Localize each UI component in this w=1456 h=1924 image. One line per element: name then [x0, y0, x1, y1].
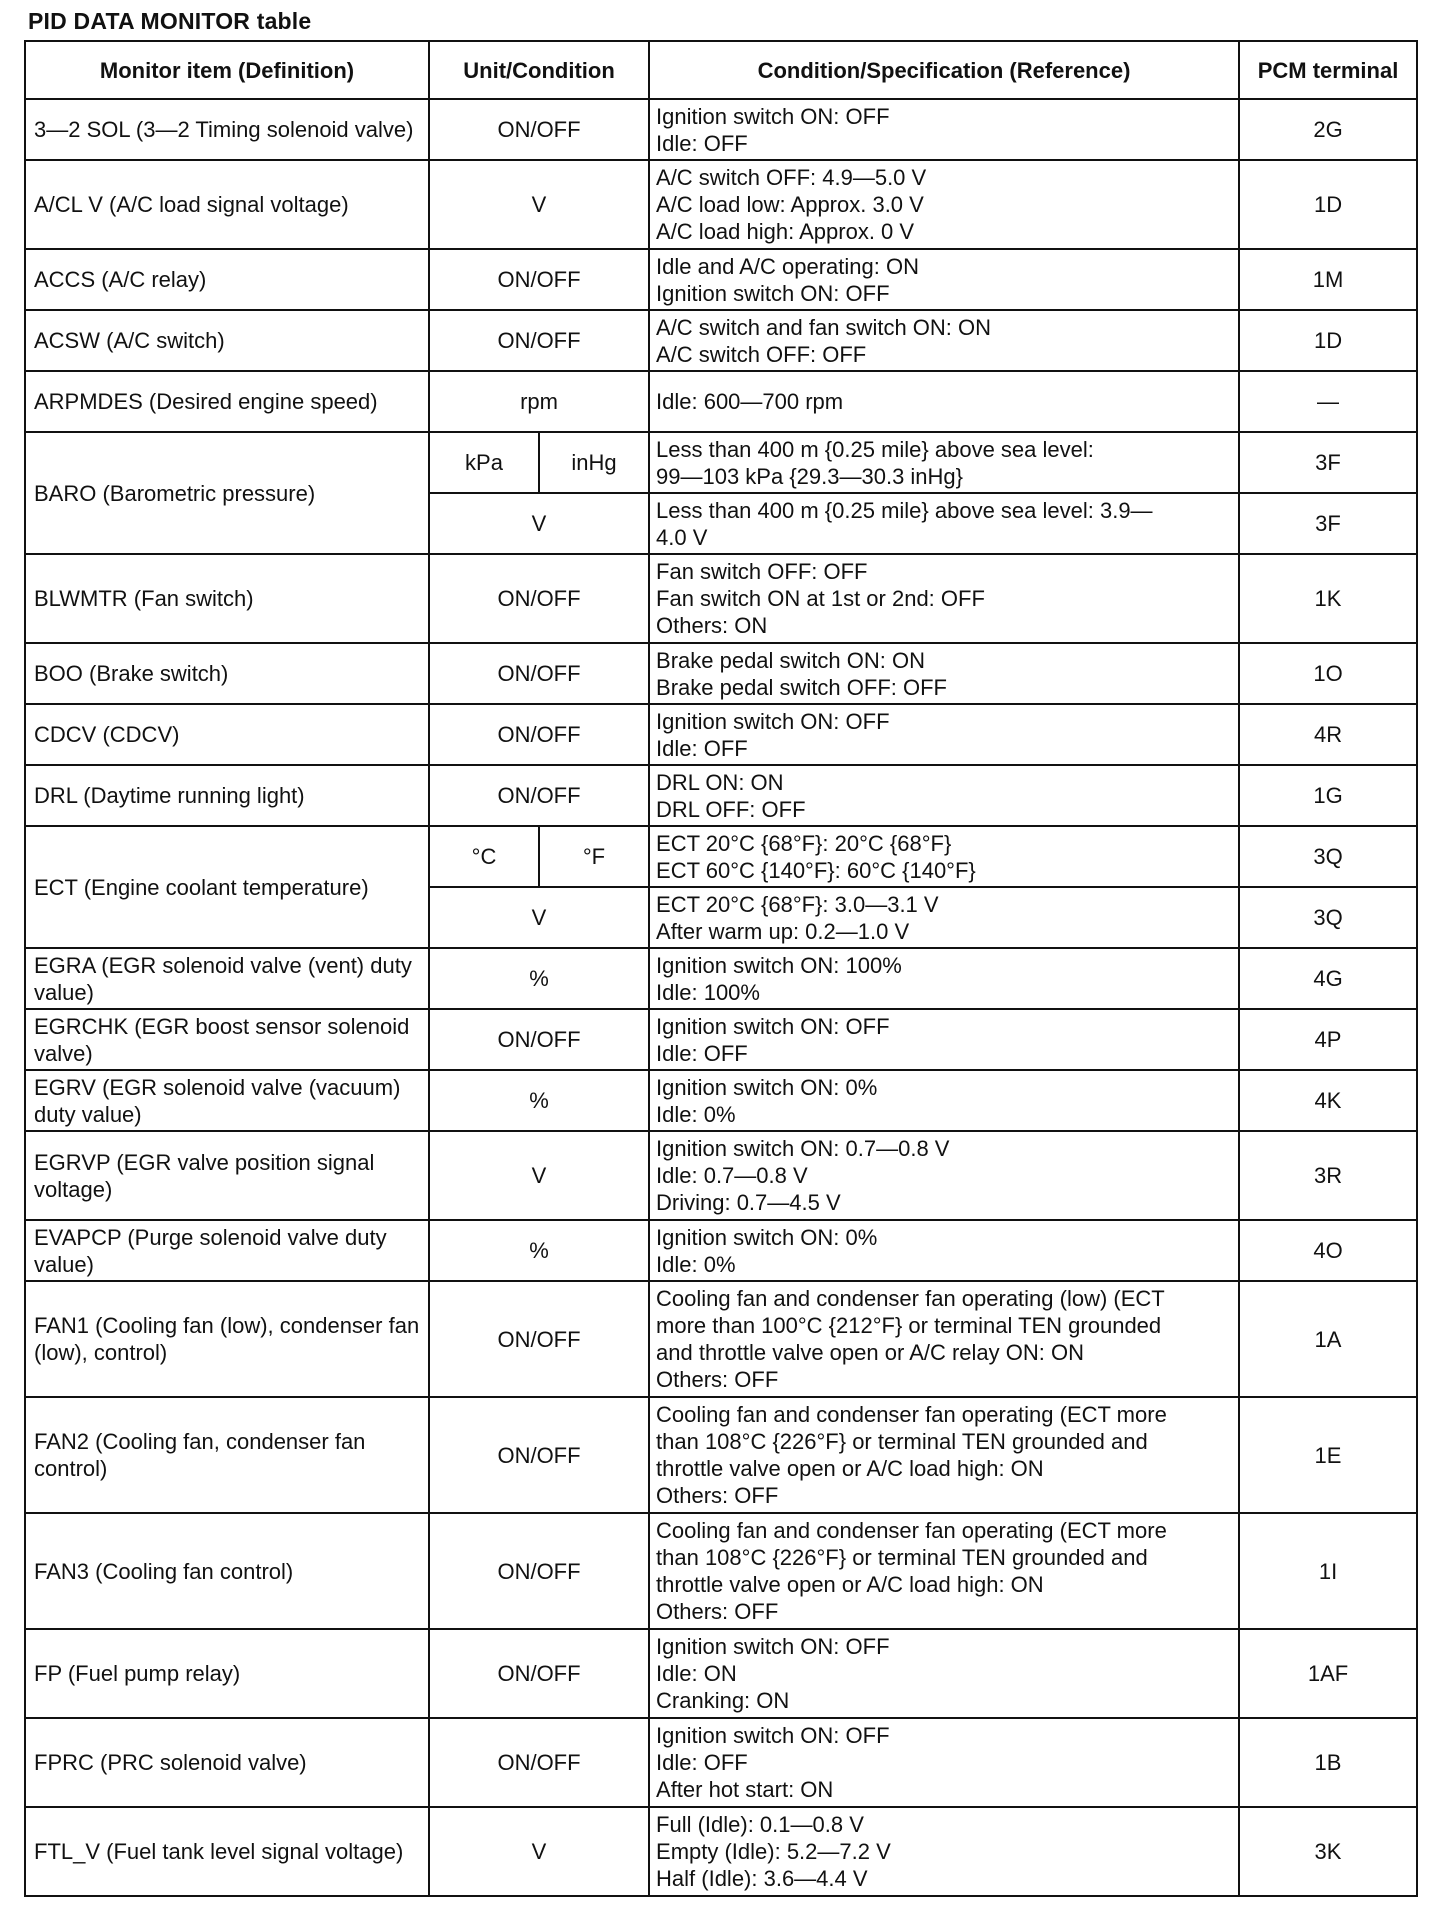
specification: Ignition switch ON: OFF Idle: OFF	[649, 704, 1239, 765]
unit-condition: ON/OFF	[429, 310, 649, 371]
pcm-terminal: 3Q	[1239, 887, 1417, 948]
unit-condition: rpm	[429, 371, 649, 432]
unit-condition-imperial: °F	[539, 826, 649, 887]
specification: Full (Idle): 0.1—0.8 V Empty (Idle): 5.2—7.2 V Half (Idle): 3.6—4.4 V	[649, 1807, 1239, 1896]
monitor-item: EGRCHK (EGR boost sensor solenoid valve)	[25, 1009, 429, 1070]
monitor-item: ECT (Engine coolant temperature)	[25, 826, 429, 948]
pcm-terminal: 4K	[1239, 1070, 1417, 1131]
table-row	[25, 1629, 1417, 1718]
monitor-item: 3—2 SOL (3—2 Timing solenoid valve)	[25, 99, 429, 160]
pcm-terminal: 4R	[1239, 704, 1417, 765]
unit-condition-metric: °C	[429, 826, 539, 887]
unit-condition: ON/OFF	[429, 1397, 649, 1513]
pcm-terminal: 4P	[1239, 1009, 1417, 1070]
pcm-terminal: 1M	[1239, 249, 1417, 310]
specification: Ignition switch ON: 0% Idle: 0%	[649, 1070, 1239, 1131]
monitor-item: EVAPCP (Purge solenoid valve duty value)	[25, 1220, 429, 1281]
table-row	[25, 826, 1417, 887]
monitor-item: ACSW (A/C switch)	[25, 310, 429, 371]
specification: Ignition switch ON: OFF Idle: OFF After hot start: ON	[649, 1718, 1239, 1807]
monitor-item: EGRA (EGR solenoid valve (vent) duty value)	[25, 948, 429, 1009]
pcm-terminal: 2G	[1239, 99, 1417, 160]
unit-condition: ON/OFF	[429, 1629, 649, 1718]
specification: Idle and A/C operating: ON Ignition switch ON: OFF	[649, 249, 1239, 310]
pcm-terminal: 3R	[1239, 1131, 1417, 1220]
specification: Ignition switch ON: 0.7—0.8 V Idle: 0.7—0.8 V Driving: 0.7—4.5 V	[649, 1131, 1239, 1220]
pid-data-monitor-table	[24, 40, 1418, 1897]
unit-condition: ON/OFF	[429, 99, 649, 160]
unit-condition: V	[429, 887, 649, 948]
specification: DRL ON: ON DRL OFF: OFF	[649, 765, 1239, 826]
monitor-item: EGRV (EGR solenoid valve (vacuum) duty value)	[25, 1070, 429, 1131]
unit-condition: ON/OFF	[429, 554, 649, 643]
unit-condition: ON/OFF	[429, 643, 649, 704]
table-row	[25, 1807, 1417, 1896]
specification: ECT 20°C {68°F}: 3.0—3.1 V After warm up: 0.2—1.0 V	[649, 887, 1239, 948]
specification: Less than 400 m {0.25 mile} above sea level: 99—103 kPa {29.3—30.3 inHg}	[649, 432, 1239, 493]
table-row	[25, 1131, 1417, 1220]
monitor-item: CDCV (CDCV)	[25, 704, 429, 765]
table-row	[25, 99, 1417, 160]
unit-condition: ON/OFF	[429, 1718, 649, 1807]
monitor-item: ACCS (A/C relay)	[25, 249, 429, 310]
monitor-item: FPRC (PRC solenoid valve)	[25, 1718, 429, 1807]
pcm-terminal: 3Q	[1239, 826, 1417, 887]
monitor-item: BLWMTR (Fan switch)	[25, 554, 429, 643]
monitor-item: ARPMDES (Desired engine speed)	[25, 371, 429, 432]
table-row	[25, 1220, 1417, 1281]
table-row	[25, 1070, 1417, 1131]
pcm-terminal: —	[1239, 371, 1417, 432]
specification: A/C switch and fan switch ON: ON A/C switch OFF: OFF	[649, 310, 1239, 371]
table-row	[25, 1513, 1417, 1629]
monitor-item: BARO (Barometric pressure)	[25, 432, 429, 554]
monitor-item: DRL (Daytime running light)	[25, 765, 429, 826]
specification: Cooling fan and condenser fan operating (low) (ECT more than 100°C {212°F} or terminal TEN grounded and throttle valve open or A/C relay ON: ON Others: OFF	[649, 1281, 1239, 1397]
table-row	[25, 249, 1417, 310]
pcm-terminal: 1A	[1239, 1281, 1417, 1397]
page-title: PID DATA MONITOR table	[28, 8, 312, 34]
unit-condition: %	[429, 948, 649, 1009]
pcm-terminal: 1E	[1239, 1397, 1417, 1513]
table-row	[25, 643, 1417, 704]
unit-condition: V	[429, 493, 649, 554]
monitor-item: FAN1 (Cooling fan (low), condenser fan (low), control)	[25, 1281, 429, 1397]
unit-condition: ON/OFF	[429, 704, 649, 765]
unit-condition: V	[429, 1807, 649, 1896]
specification: Ignition switch ON: OFF Idle: OFF	[649, 1009, 1239, 1070]
specification: Idle: 600—700 rpm	[649, 371, 1239, 432]
table-row	[25, 1397, 1417, 1513]
pcm-terminal: 1O	[1239, 643, 1417, 704]
pcm-terminal: 3K	[1239, 1807, 1417, 1896]
table-row	[25, 310, 1417, 371]
unit-condition-imperial: inHg	[539, 432, 649, 493]
table-row	[25, 554, 1417, 643]
specification: Ignition switch ON: 0% Idle: 0%	[649, 1220, 1239, 1281]
header-condition-specification: Condition/Specification (Reference)	[649, 41, 1239, 99]
unit-condition-metric: kPa	[429, 432, 539, 493]
monitor-item: FP (Fuel pump relay)	[25, 1629, 429, 1718]
unit-condition: %	[429, 1070, 649, 1131]
unit-condition: V	[429, 1131, 649, 1220]
monitor-item: BOO (Brake switch)	[25, 643, 429, 704]
table-row	[25, 1718, 1417, 1807]
monitor-item: FTL_V (Fuel tank level signal voltage)	[25, 1807, 429, 1896]
unit-condition: ON/OFF	[429, 765, 649, 826]
unit-condition: %	[429, 1220, 649, 1281]
pcm-terminal: 3F	[1239, 432, 1417, 493]
table-row	[25, 704, 1417, 765]
header-pcm-terminal: PCM terminal	[1239, 41, 1417, 99]
pcm-terminal: 3F	[1239, 493, 1417, 554]
table-row	[25, 1281, 1417, 1397]
header-monitor-item: Monitor item (Definition)	[25, 41, 429, 99]
specification: Cooling fan and condenser fan operating (ECT more than 108°C {226°F} or terminal TEN grounded and throttle valve open or A/C load high: ON Others: OFF	[649, 1513, 1239, 1629]
unit-condition: V	[429, 160, 649, 249]
specification: Ignition switch ON: OFF Idle: ON Cranking: ON	[649, 1629, 1239, 1718]
specification: Cooling fan and condenser fan operating (ECT more than 108°C {226°F} or terminal TEN grounded and throttle valve open or A/C load high: ON Others: OFF	[649, 1397, 1239, 1513]
pcm-terminal: 4O	[1239, 1220, 1417, 1281]
pcm-terminal: 4G	[1239, 948, 1417, 1009]
pcm-terminal: 1K	[1239, 554, 1417, 643]
specification: Fan switch OFF: OFF Fan switch ON at 1st or 2nd: OFF Others: ON	[649, 554, 1239, 643]
unit-condition: ON/OFF	[429, 249, 649, 310]
table-row	[25, 765, 1417, 826]
pcm-terminal: 1B	[1239, 1718, 1417, 1807]
pcm-terminal: 1D	[1239, 160, 1417, 249]
pcm-terminal: 1D	[1239, 310, 1417, 371]
table-row	[25, 160, 1417, 249]
unit-condition: ON/OFF	[429, 1513, 649, 1629]
specification: Ignition switch ON: OFF Idle: OFF	[649, 99, 1239, 160]
pcm-terminal: 1I	[1239, 1513, 1417, 1629]
monitor-item: EGRVP (EGR valve position signal voltage)	[25, 1131, 429, 1220]
specification: Ignition switch ON: 100% Idle: 100%	[649, 948, 1239, 1009]
monitor-item: FAN2 (Cooling fan, condenser fan control)	[25, 1397, 429, 1513]
header-unit-condition: Unit/Condition	[429, 41, 649, 99]
pcm-terminal: 1AF	[1239, 1629, 1417, 1718]
pcm-terminal: 1G	[1239, 765, 1417, 826]
table-row	[25, 948, 1417, 1009]
table-row	[25, 371, 1417, 432]
unit-condition: ON/OFF	[429, 1281, 649, 1397]
monitor-item: FAN3 (Cooling fan control)	[25, 1513, 429, 1629]
table-row	[25, 1009, 1417, 1070]
table-row	[25, 432, 1417, 493]
specification: Brake pedal switch ON: ON Brake pedal switch OFF: OFF	[649, 643, 1239, 704]
unit-condition: ON/OFF	[429, 1009, 649, 1070]
specification: A/C switch OFF: 4.9—5.0 V A/C load low: Approx. 3.0 V A/C load high: Approx. 0 V	[649, 160, 1239, 249]
specification: Less than 400 m {0.25 mile} above sea level: 3.9— 4.0 V	[649, 493, 1239, 554]
monitor-item: A/CL V (A/C load signal voltage)	[25, 160, 429, 249]
table-header-row	[25, 41, 1417, 99]
specification: ECT 20°C {68°F}: 20°C {68°F} ECT 60°C {140°F}: 60°C {140°F}	[649, 826, 1239, 887]
